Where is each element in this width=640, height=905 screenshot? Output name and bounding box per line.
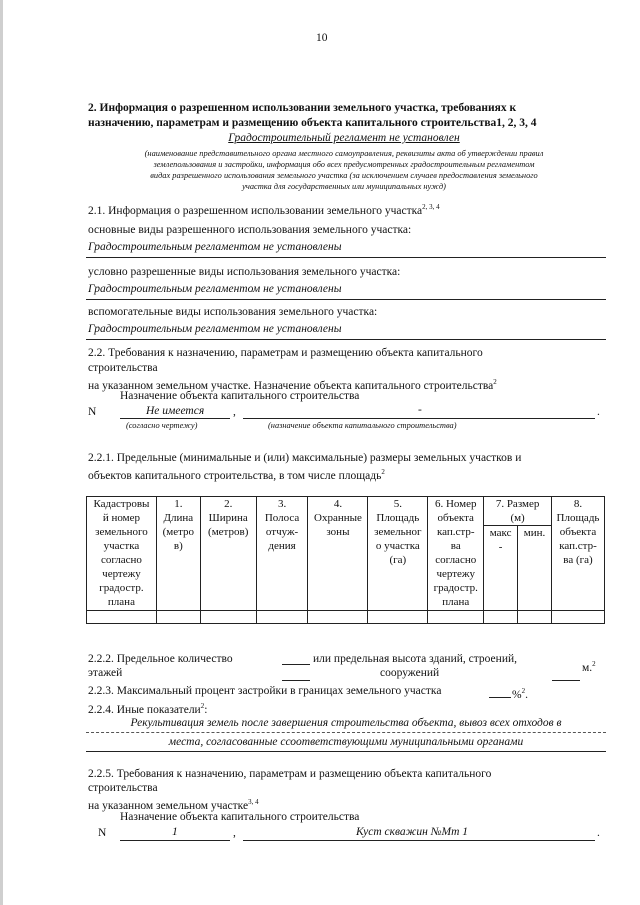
s22-comma: , (233, 406, 236, 418)
s225-n-value: 1 (172, 826, 178, 838)
s222-label2: этажей (88, 667, 123, 679)
col-plot-area: 5. Площадь земельног о участка (га) (368, 497, 428, 611)
s22-title-line3: на указанном земельном участке. Назначение объекта капитального строительства$^2$ (88, 378, 497, 392)
s22-title-line1: 2.2. Требования к назначению, параметрам и размещению объекта капитального (88, 347, 483, 359)
col-protected-zones: 4. Охранные зоны (308, 497, 368, 611)
underline (489, 697, 511, 698)
page-number: 10 (316, 32, 328, 44)
note-line-2: землепользования и застройки, информация обо всех предусмотренных градостроительным регламентом (153, 160, 535, 169)
note-line-4: участка для государственных или муниципальных нужд) (242, 182, 446, 191)
s225-purpose-value: Куст скважин №Мт 1 (356, 826, 469, 838)
main-uses-label: основные виды разрешенного использования земельного участка: (88, 224, 412, 236)
col-length: 1. Длина (метро в) (156, 497, 200, 611)
underline (86, 339, 606, 340)
s222-label4: сооружений (380, 667, 440, 679)
s225-title-line2: строительства (88, 782, 158, 794)
underline (243, 840, 595, 841)
underline (86, 751, 606, 752)
s225-title-line1: 2.2.5. Требования к назначению, параметрам и размещению объекта капитального (88, 768, 492, 780)
aux-uses-value: Градостроительным регламентом не установлены (88, 323, 342, 335)
s22-purpose-caption: (назначение объекта капитального строительства) (268, 421, 457, 430)
col-size: 7. Размер (м) (484, 497, 552, 526)
underline (120, 840, 230, 841)
col-size-max: макс - (484, 526, 518, 611)
s223-label: 2.2.3. Максимальный процент застройки в границах земельного участка (88, 685, 442, 697)
s224-label: 2.2.4. Иные показатели$^2$: (88, 702, 208, 716)
s222-unit: м.$^2$ (582, 660, 596, 674)
s221-title-line2: объектов капитального строительства, в том числе площадь$^2$ (88, 468, 385, 482)
s222-label1: 2.2.2. Предельное количество (88, 653, 233, 665)
s22-dot: . (597, 406, 600, 418)
col-alienation-strip: 3. Полоса отчуж- дения (256, 497, 308, 611)
underline (120, 418, 230, 419)
s22-purpose-label: Назначение объекта капитального строительства (120, 390, 360, 402)
main-uses-value: Градостроительным регламентом не установлены (88, 241, 342, 253)
col-object-area: 8. Площадь объекта кап.стр- ва (га) (551, 497, 604, 611)
s225-comma: , (233, 827, 236, 839)
underline (552, 680, 580, 681)
s223-unit: %$^2$. (512, 687, 528, 701)
s225-title-line3: на указанном земельном участке$^{3, 4}$ (88, 798, 259, 812)
s22-n-label: N (88, 406, 97, 418)
s22-n-value: Не имеется (146, 405, 205, 417)
section-title-line2: назначению, параметрам и размещению объекта капитального строительства1, 2, 3, 4 (88, 117, 537, 129)
s225-n-label: N (98, 827, 107, 839)
col-cadastral-number: Кадастровы й номер земельного участка согласно чертежу градостр. плана (87, 497, 157, 611)
underline (86, 732, 606, 733)
col-object-number: 6. Номер объекта кап.стр- ва согласно чертежу градостр. плана (428, 497, 484, 611)
table-row (87, 611, 605, 624)
col-width: 2. Ширина (метров) (200, 497, 256, 611)
conditional-uses-value: Градостроительным регламентом не установлены (88, 283, 342, 295)
s22-n-caption: (согласно чертежу) (126, 421, 198, 430)
s225-dot: . (597, 827, 600, 839)
s224-line1: Рекультивация земель после завершения строительства объекта, вывоз всех отходов в (130, 717, 562, 729)
s221-title-line1: 2.2.1. Предельные (минимальные и (или) максимальные) размеры земельных участков и (88, 452, 522, 464)
underline (86, 299, 606, 300)
parameters-table (86, 496, 605, 624)
s222-label3: или предельная высота зданий, строений, (313, 653, 518, 665)
note-line-1: (наименование представительного органа местного самоуправления, реквизиты акта об утверждении правил (144, 149, 544, 158)
s224-line2: места, согласованные ссоответствующими муниципальными органами (168, 736, 524, 748)
underline (282, 680, 310, 681)
aux-uses-label: вспомогательные виды использования земельного участка: (88, 306, 378, 318)
s21-title: 2.1. Информация о разрешенном использовании земельного участка$^{2, 3, 4}$ (88, 203, 440, 217)
underline (282, 664, 310, 665)
table-header-row (87, 497, 605, 526)
s225-purpose-label: Назначение объекта капитального строительства (120, 811, 360, 823)
conditional-uses-label: условно разрешенные виды использования земельного участка: (88, 266, 401, 278)
section-title-line1: 2. Информация о разрешенном использовании земельного участка, требованиях к (88, 102, 517, 114)
underline (86, 257, 606, 258)
s22-title-line2: строительства (88, 362, 158, 374)
underline (243, 418, 595, 419)
col-size-min: мин. (518, 526, 552, 611)
s22-purpose-dash: - (418, 404, 422, 416)
scan-edge (0, 0, 3, 905)
note-line-3: видах разрешенного использования земельного участка (за исключением случаев предоставления земельного (150, 171, 538, 180)
reglament-status: Градостроительный регламент не установлен (228, 132, 460, 144)
